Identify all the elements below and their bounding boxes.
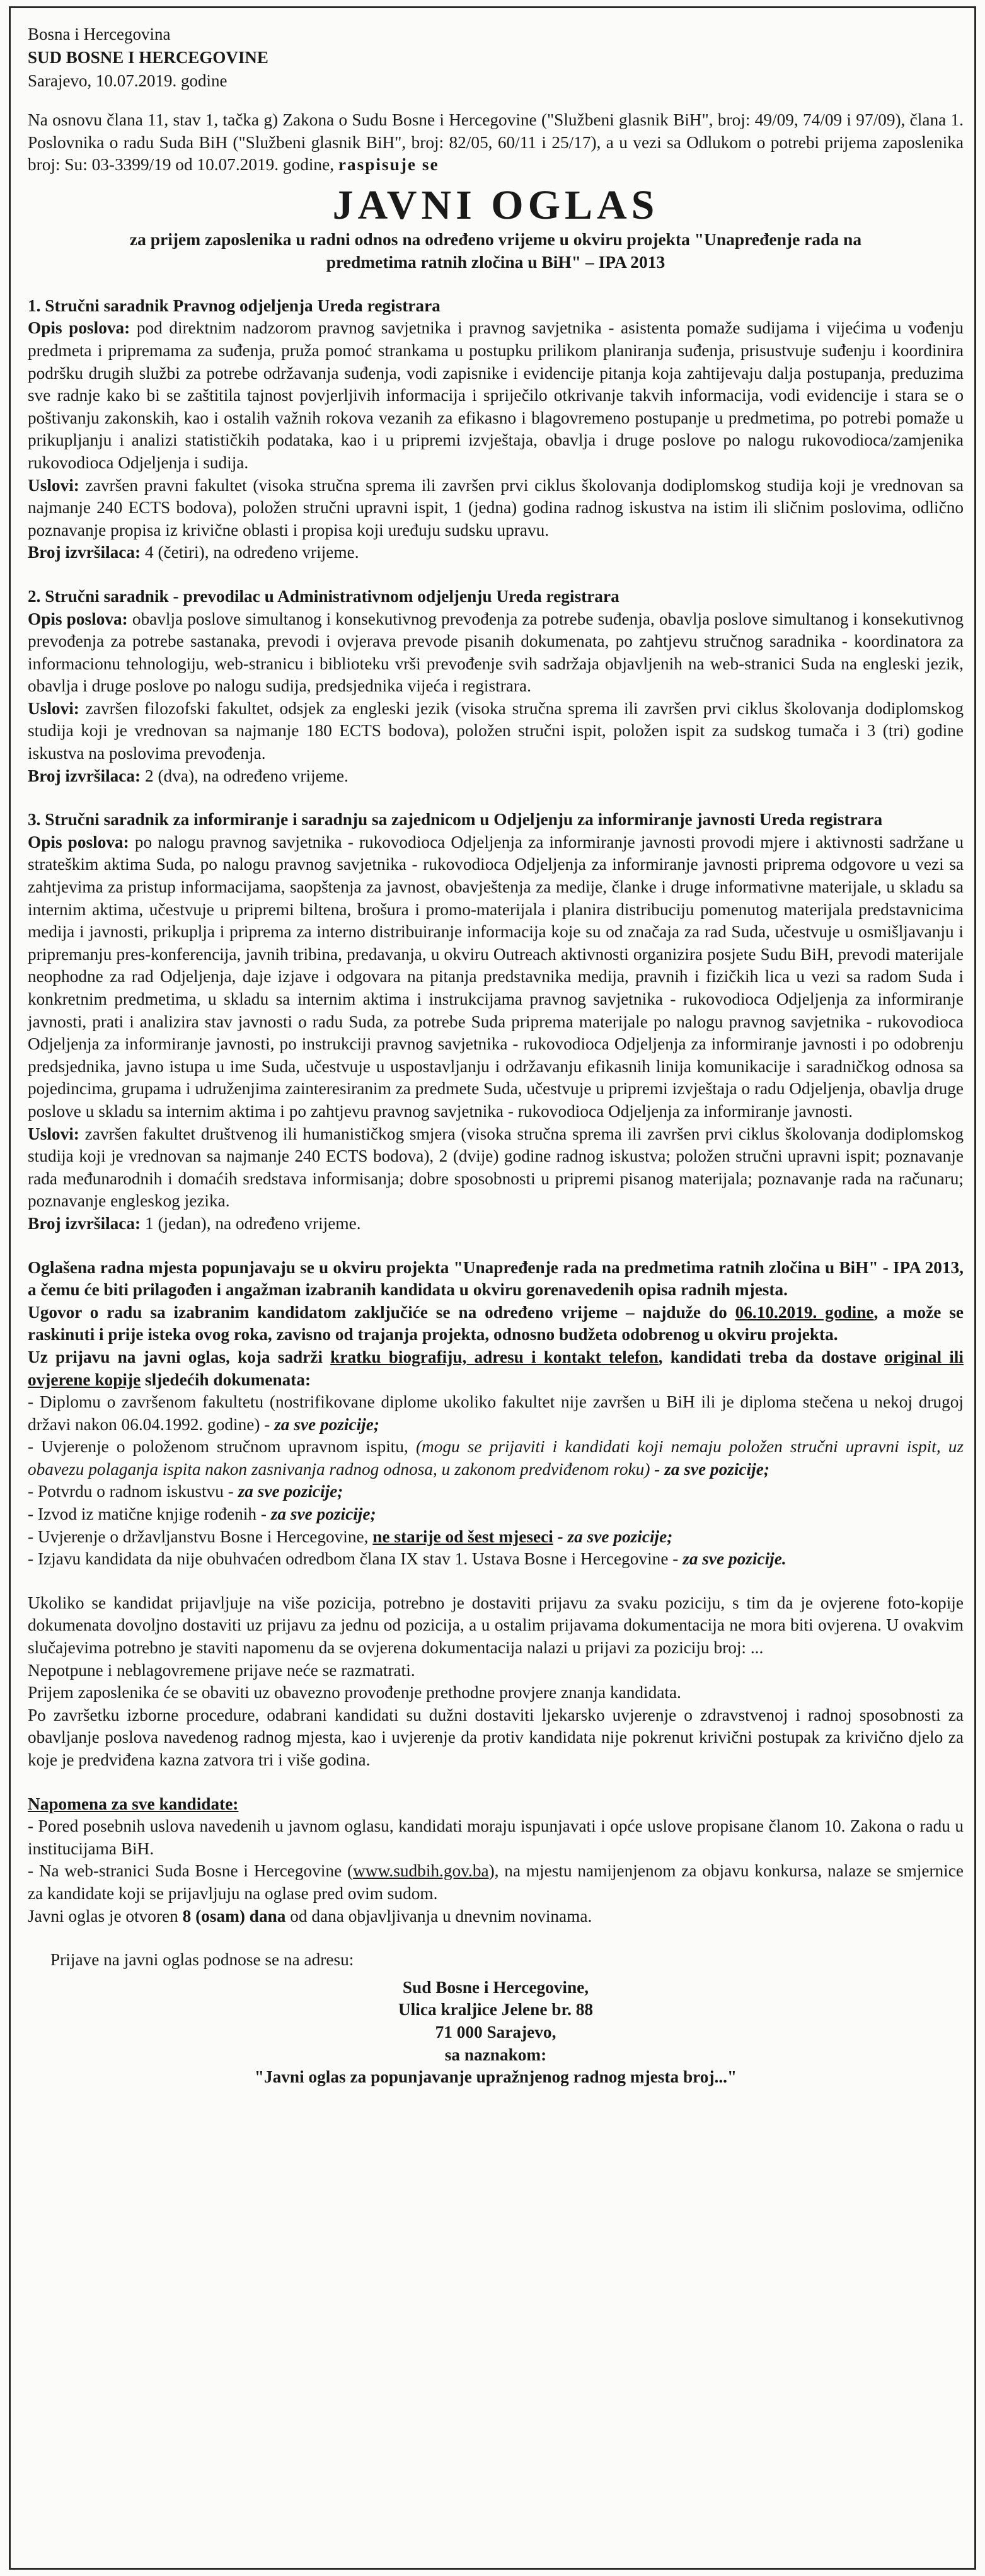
page-title: JAVNI OGLAS [332, 182, 659, 228]
page-subtitle: za prijem zaposlenika u radni odnos na određeno vrijeme u okviru projekta "Unapređenje rada na predmetima ratnih zločina u BiH" – IPA 2013 [129, 229, 862, 272]
count-text: 4 (četiri), na određeno vrijeme. [144, 543, 359, 562]
list-item: - Diplomu o završenom fakultetu (nostrifikovane diplome ukoliko fakultet nije završen u BiH ili je diploma stečena u nekoj drugoj državi nakon 06.04.1992. godine) - za sve pozicije; [28, 1392, 964, 1434]
count-text: 2 (dva), na određeno vrijeme. [144, 766, 348, 785]
duties-label: Opis poslova: [28, 609, 128, 628]
count-label: Broj izvršilaca: [28, 1213, 141, 1233]
address-section [28, 1949, 964, 2089]
contract-date: 06.10.2019. godine [735, 1302, 874, 1322]
conditions-text: završen pravni fakultet (visoka stručna sprema ili završen prvi ciklus školovanja dodiplomskog studija koji je vrednovan sa najmanje 240 ECTS bodova), položen stručni upravni ispit, 1 (jedna) godina radnog iskustva na istim ili sličnim poslovima, odlično poznavanje propisa iz krivične oblasti i propisa koji uređuju sudsku upravu. [28, 475, 964, 540]
multi-application-paragraph: Ukoliko se kandidat prijavljuje na više pozicija, potrebno je dostaviti prijavu za svaku poziciju, s tim da je ovjerene foto-kopije dokumenata dovoljno dostaviti uz prijavu za jednu od pozicija, a u ostalim prijavama dokumentacija ne mora biti ovjerena. U ovakvim slučajevima potrebno je staviti napomenu da se ovjerena dokumentacija nalazi u prijavi za poziciju broj: ... [28, 1593, 964, 1658]
docs-intro-d: original ili ovjerene kopije [28, 1347, 964, 1389]
position-count [28, 765, 964, 788]
medical-paragraph: Po završetku izborne procedure, odabrani kandidati su dužni dostaviti ljekarsko uvjerenje o zdravstvenoj i radnoj sposobnosti za obavljanje poslova navedenog radnog mjesta, kao i uvjerenje da protiv kandidata nije pokrenut krivični postupak za krivično djelo za koje je predviđena kazna zatvora tri i više godina. [28, 1705, 964, 1769]
knowledge-check-paragraph: Prijem zaposlenika će se obaviti uz obavezno provođenje prethodne provjere znanja kandidata. [28, 1683, 681, 1702]
address-line: Sud Bosne i Hercegovine, [402, 1977, 589, 1997]
duties-label: Opis poslova: [28, 832, 129, 852]
position-3 [28, 809, 964, 1235]
position-1 [28, 295, 964, 564]
note-item-2: - Na web-stranici Suda Bosne i Hercegovine (www.sudbih.gov.ba), na mjestu namijenjenom za objavu konkursa, nalaze se smjernice za kandidate koji se prijavljuju na oglase pred ovim sudom. [28, 1861, 964, 1903]
docs-intro-e: sljedećih dokumenata: [145, 1370, 311, 1389]
note-item-1: - Pored posebnih uslova navedenih u javnom oglasu, kandidati moraju ispunjavati i opće uslove propisane članom 10. Zakona o radu u institucijama BiH. [28, 1816, 964, 1858]
intro-paragraph [28, 109, 964, 176]
country-name: Bosna i Hercegovina [28, 25, 171, 43]
list-item: - Izjavu kandidata da nije obuhvaćen odredbom člana IX stav 1. Ustava Bosne i Hercegovine - za sve pozicije. [28, 1549, 786, 1569]
application-section [28, 1257, 964, 1571]
documents-intro [28, 1346, 964, 1391]
position-conditions [28, 475, 964, 542]
position-title: 3. Stručni saradnik za informiranje i saradnju sa zajednicom u Odjeljenju za informiranje javnosti Ureda registrara [28, 810, 883, 829]
place-date: Sarajevo, 10.07.2019. godine [28, 71, 228, 90]
project-note [28, 1257, 964, 1302]
intro-text: Na osnovu člana 11, stav 1, tačka g) Zakona o Sudu Bosne i Hercegovine ("Službeni glasnik BiH", broj: 49/09, 74/09 i 97/09), člana 1. Poslovnika o radu Suda BiH ("Službeni glasnik BiH", broj: 82/05, 60/11 i 25/17), a u vezi sa Odlukom o potrebi prijema zaposlenika broj: Su: 03-3399/19 od 10.07.2019. godine, [28, 110, 964, 175]
contract-post: , a može se raskinuti i prije isteka ovog roka, zavisno od trajanja projekta, odnosno budžeta odobrenog u okviru projekta. [28, 1302, 964, 1344]
list-item: - Uvjerenje o državljanstvu Bosne i Hercegovine, ne starije od šest mjeseci - za sve pozicije; [28, 1527, 673, 1546]
website-link[interactable]: www.sudbih.gov.ba [353, 1861, 489, 1881]
position-title: 1. Stručni saradnik Pravnog odjeljenja Ureda registrara [28, 296, 441, 315]
position-conditions [28, 698, 964, 765]
conditions-label: Uslovi: [28, 475, 79, 495]
position-duties [28, 831, 964, 1123]
address-intro: Prijave na javni oglas podnose se na adresu: [50, 1950, 354, 1970]
intro-action: raspisuje se [338, 155, 439, 175]
conditions-text: završen fakultet društvenog ili humanističkog smjera (visoka stručna sprema ili završen prvi ciklus školovanja dodiplomskog studija koji je vrednovan sa najmanje 240 ECTS bodova), 2 (dvije) godine radnog iskustva; položen stručni upravni ispit; poznavanje rada međunarodnih i domaćih sredstava informisanja; dobre sposobnosti u pripremi pisanog materijala; poznavanje rada na računaru; poznavanje engleskog jezika. [28, 1124, 964, 1211]
count-text: 1 (jedan), na određeno vrijeme. [144, 1213, 361, 1233]
position-title: 2. Stručni saradnik - prevodilac u Administrativnom odjeljenju Ureda registrara [28, 586, 619, 606]
docs-intro-a: Uz prijavu na javni oglas, koja sadrži [28, 1347, 323, 1366]
open-period: Javni oglas je otvoren 8 (osam) dana od dana objavljivanja u dnevnim novinama. [28, 1906, 592, 1926]
documents-list [28, 1391, 964, 1571]
address-block [28, 1977, 964, 2089]
duties-text: po nalogu pravnog savjetnika - rukovodioca Odjeljenja za informiranje javnosti provodi mjere i aktivnosti sadržane u strateškim aktima Suda, po nalogu pravnog savjetnika - rukovodioca Odjeljenja za informiranje javnosti priprema odgovore u vezi sa zahtjevima za pristup informacijama, saopštenja za javnost, obavještenja za medije, članke i druge informativne materijale, u skladu sa internim aktima, učestvuje u pripremi biltena, brošura i promo-materijala i planira distribuciju pomenutog materijala predstavnicima medija i javnosti, prikuplja i priprema za interno distribuiranje informacija koje su od značaja za rad Suda, učestvuje u osmišljavanju i pripremanju pres-konferencija, javnih tribina, predavanja, u okviru Outreach aktivnosti organizira posjete Sudu BiH, prevodi materijale neophodne za rad Odjeljenja, daje izjave i odgovara na pitanja predstavnika medija, pravnih i fizičkih lica u vezi sa radom Suda i konkretnim predmetima, u skladu sa internim aktima i instrukcijama pravnog savjetnika - rukovodioca Odjeljenja za informiranje javnosti, prati i analizira stav javnosti o radu Suda, za potrebe Suda priprema materijale po nalogu pravnog savjetnika - rukovodioca Odjeljenja za informiranje javnosti, po instrukciji pravnog savjetnika - rukovodioca Odjeljenja za informiranje javnosti i po odobrenju predsjednika, javno istupa u ime Suda, učestvuje u uspostavljanju i održavanju efikasnih linija komunikacije i saradničkog odnosa sa pojedincima, grupama i udruženjima zainteresiranim za predmete Suda, učestvuje u pripremi izvještaja o radu Odjeljenja, obavlja druge poslove u skladu sa internim aktima i po zahtjevu pravnog savjetnika - rukovodioca Odjeljenja za informiranje javnosti. [28, 832, 964, 1121]
docs-intro-b: kratku biografiju, adresu i kontakt telefon [330, 1347, 659, 1366]
address-line: Ulica kraljice Jelene br. 88 [398, 2000, 594, 2019]
note-title: Napomena za sve kandidate: [28, 1794, 239, 1813]
contract-pre: Ugovor o radu sa izabranim kandidatom zaključiće se na određeno vrijeme – najduže do [28, 1302, 727, 1322]
position-duties [28, 608, 964, 698]
list-item: - Potvrdu o radnom iskustvu - za sve pozicije; [28, 1482, 343, 1501]
address-line: 71 000 Sarajevo, [435, 2022, 556, 2042]
court-name: SUD BOSNE I HERCEGOVINE [28, 48, 268, 67]
duties-label: Opis poslova: [28, 318, 130, 338]
duties-text: obavlja poslove simultanog i konsekutivnog prevođenja za potrebe suđenja, obavlja poslove simultanog i konsekutivnog prevođenja za potrebe sastanaka, prevodi i ovjerava prevode pisanih dokumenata, po zahtjevu stručnog saradnika - koordinatora za informacionu tehnologiju, web-stranicu i biblioteku vrši prevođenje svih sadržaja objavljenih na web-stranici Suda na engleski jezik, obavlja i druge poslove po nalogu sudija, predsjednika vijeća i registrara. [28, 609, 964, 696]
conditions-text: završen filozofski fakultet, odsjek za engleski jezik (visoka stručna sprema ili završen prvi ciklus školovanja dodiplomskog studija koji je vrednovan sa najmanje 180 ECTS bodova), položen stručni ispit, položen ispit za sudskog tumača i 3 (tri) godine iskustva na poslovima prevođenja. [28, 698, 964, 763]
project-note-text: Oglašena radna mjesta popunjavaju se u okviru projekta "Unapređenje rada na predmetima ratnih zločina u BiH" - IPA 2013, a čemu će biti prilagođen i angažman izabranih kandidata u okviru gorenavedenih opisa radnih mjesta. [28, 1257, 964, 1300]
list-item: - Uvjerenje o položenom stručnom upravnom ispitu, (mogu se prijaviti i kandidati koji nemaju položen stručni upravni ispit, uz obavezu polaganja ispita nakon zasnivanja radnog odnosa, u zakonom predviđenom roku) - za sve pozicije; [28, 1437, 964, 1479]
incomplete-paragraph: Nepotpune i neblagovremene prijave neće se razmatrati. [28, 1660, 415, 1680]
count-label: Broj izvršilaca: [28, 766, 141, 785]
docs-intro-c: , kandidati treba da dostave [658, 1347, 877, 1366]
note-section [28, 1793, 964, 1928]
position-conditions [28, 1123, 964, 1213]
address-line: "Javni oglas za popunjavanje upražnjenog radnog mjesta broj..." [254, 2067, 737, 2087]
address-line: sa naznakom: [444, 2045, 547, 2064]
position-duties [28, 317, 964, 474]
conditions-label: Uslovi: [28, 1124, 79, 1143]
position-2 [28, 586, 964, 787]
general-info [28, 1592, 964, 1772]
list-item: - Izvod iz matične knjige rođenih - za sve pozicije; [28, 1505, 376, 1524]
position-count [28, 1213, 964, 1235]
contract-note [28, 1302, 964, 1346]
duties-text: pod direktnim nadzorom pravnog savjetnika i pravnog savjetnika - asistenta pomaže sudijama i vijećima u vođenju predmeta i pripremama za suđenja, pruža pomoć strankama u postupku prilikom planiranja suđenja, prisustvuje suđenju i koordinira podršku drugih službi za potrebe održavanja suđenja, vodi zapisnike i evidencije pitanja koja zahtijevaju dalja postupanja, preduzima sve radnje kako bi se zaštitila tajnost povjerljivih informacija i spriječilo otkrivanje takvih informacija, vodi evidencije i stara se o poštivanju zakonskih, kao i ostalih važnih rokova vezanih za efikasno i blagovremeno postupanje u predmetima, po potrebi pomaže u prikupljanju i analizi statističkih podataka, kao i u pripremi izvještaja, obavlja i druge poslove po nalogu rukovodioca/zamjenika rukovodioca Odjeljenja i sudija. [28, 318, 964, 472]
position-count [28, 541, 964, 564]
conditions-label: Uslovi: [28, 698, 79, 718]
count-label: Broj izvršilaca: [28, 543, 141, 562]
letterhead [28, 23, 964, 93]
